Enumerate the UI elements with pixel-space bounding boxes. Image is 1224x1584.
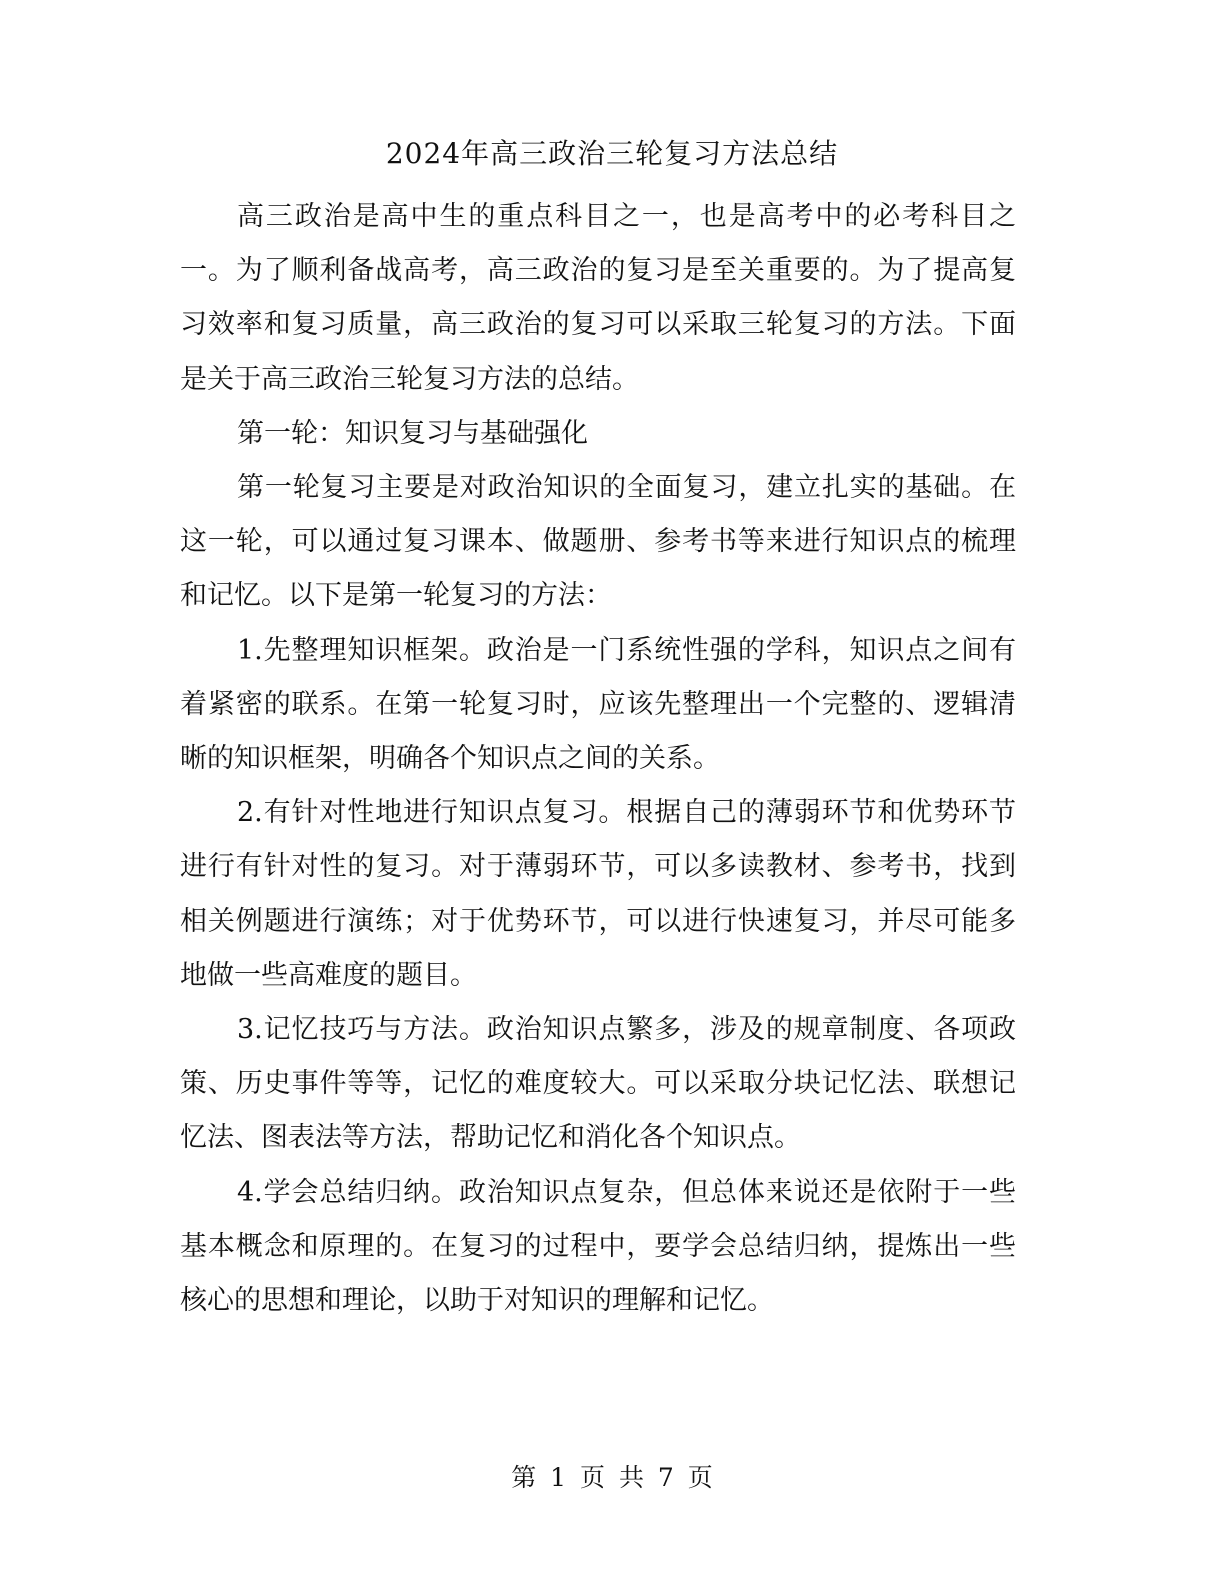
method-item-4: 4.学会总结归纳。政治知识点复杂，但总体来说还是依附于一些基本概念和原理的。在复习的过程中，要学会总结归纳，提炼出一些核心的思想和理论，以助于对知识的理解和记忆。 bbox=[180, 1176, 1016, 1317]
method-item-2: 2.有针对性地进行知识点复习。根据自己的薄弱环节和优势环节进行有针对性的复习。对于薄弱环节，可以多读教材、参考书，找到相关例题进行演练；对于优势环节，可以进行快速复习，并尽可能多地做一些高难度的题目。 bbox=[180, 797, 1016, 991]
method-item-3: 3.记忆技巧与方法。政治知识点繁多，涉及的规章制度、各项政策、历史事件等等，记忆的难度较大。可以采取分块记忆法、联想记忆法、图表法等方法，帮助记忆和消化各个知识点。 bbox=[180, 1014, 1016, 1154]
round-one-overview-paragraph: 第一轮复习主要是对政治知识的全面复习，建立扎实的基础。在这一轮，可以通过复习课本、做题册、参考书等来进行知识点的梳理和记忆。以下是第一轮复习的方法： bbox=[180, 472, 1016, 612]
section-heading-round-one: 第一轮：知识复习与基础强化 bbox=[237, 417, 588, 449]
intro-paragraph: 高三政治是高中生的重点科目之一，也是高考中的必考科目之一。为了顺利备战高考，高三政治的复习是至关重要的。为了提高复习效率和复习质量，高三政治的复习可以采取三轮复习的方法。下面是关于高三政治三轮复习方法的总结。 bbox=[180, 201, 1016, 395]
page-number-footer: 第 1 页 共 7 页 bbox=[511, 1463, 713, 1492]
document-title: 2024年高三政治三轮复习方法总结 bbox=[385, 137, 839, 170]
document-body bbox=[180, 190, 1016, 1328]
method-item-1: 1.先整理知识框架。政治是一门系统性强的学科，知识点之间有着紧密的联系。在第一轮复习时，应该先整理出一个完整的、逻辑清晰的知识框架，明确各个知识点之间的关系。 bbox=[180, 634, 1016, 775]
